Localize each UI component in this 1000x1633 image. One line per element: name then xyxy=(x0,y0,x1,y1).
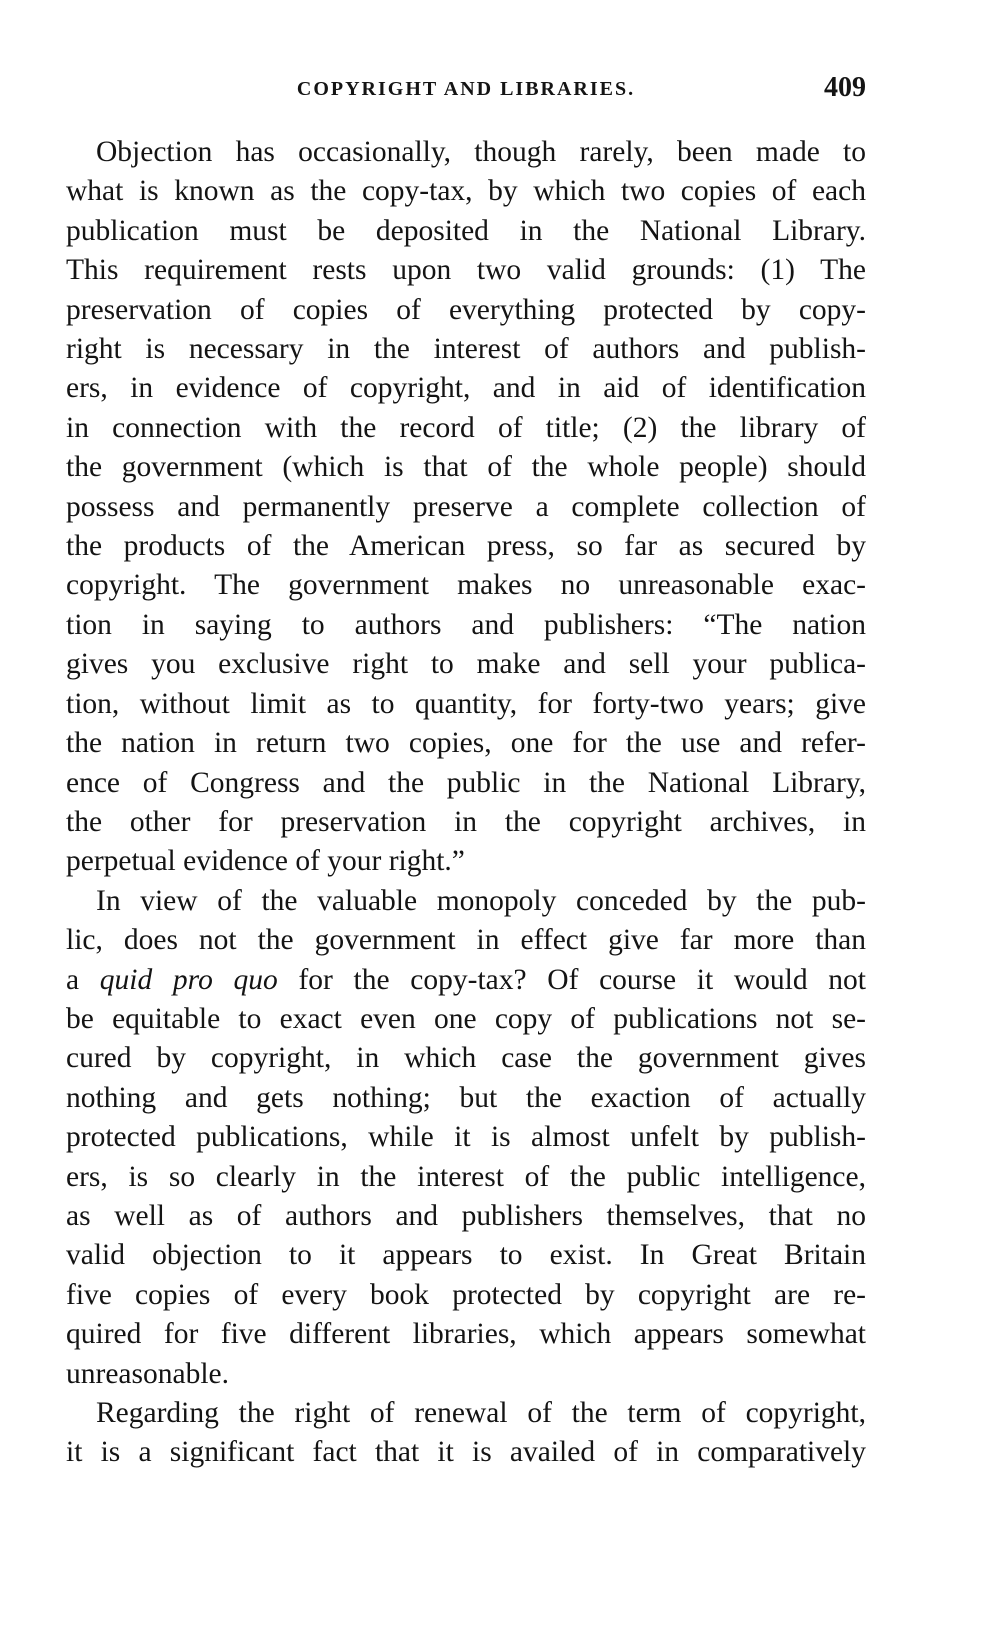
text-line: what is known as the copy-tax, by which two copies of each xyxy=(66,175,866,208)
text-line: Objection has occasionally, though rarely, been made to xyxy=(96,136,866,168)
running-title: COPYRIGHT AND LIBRARIES. xyxy=(296,78,636,100)
page-number: 409 xyxy=(824,72,866,103)
text-line: valid objection to it appears to exist. In Great Britain xyxy=(66,1239,866,1272)
text-line: possess and permanently preserve a complete collection of xyxy=(66,490,866,523)
text-line: five copies of every book protected by copyright are re- xyxy=(66,1278,866,1311)
text-line: as well as of authors and publishers themselves, that no xyxy=(66,1199,866,1232)
text-line: Regarding the right of renewal of the term of copyright, xyxy=(96,1397,866,1429)
text-fragment: for the copy-tax? Of course it would not xyxy=(277,963,866,996)
text-line: protected publications, while it is almost unfelt by publish- xyxy=(66,1121,866,1154)
text-line: the products of the American press, so far as secured by xyxy=(66,530,866,563)
italic-phrase: quid pro quo xyxy=(99,963,278,996)
running-head xyxy=(66,72,866,112)
body-text xyxy=(66,133,866,1473)
text-line: right is necessary in the interest of authors and publish- xyxy=(66,333,866,366)
text-line: nothing and gets nothing; but the exaction of actually xyxy=(66,1081,866,1114)
text-line: tion, without limit as to quantity, for forty-two years; give xyxy=(66,687,866,720)
text-line: ence of Congress and the public in the National Library, xyxy=(66,766,866,799)
text-line: publication must be deposited in the National Library. xyxy=(66,214,866,247)
text-fragment: a xyxy=(66,963,100,996)
text-line: gives you exclusive right to make and sell your publica- xyxy=(66,648,866,681)
text-line: copyright. The government makes no unreasonable exac- xyxy=(66,569,866,602)
text-line: in connection with the record of title; (2) the library of xyxy=(66,411,866,444)
text-line: the other for preservation in the copyright archives, in xyxy=(66,805,866,838)
paragraph-1 xyxy=(66,133,866,882)
text-line: unreasonable. xyxy=(66,1357,229,1390)
text-line: the government (which is that of the whole people) should xyxy=(66,451,866,484)
text-line: it is a significant fact that it is availed of in comparatively xyxy=(66,1436,866,1469)
text-line: tion in saying to authors and publishers: “The nation xyxy=(66,608,866,641)
text-line: ers, in evidence of copyright, and in aid of identification xyxy=(66,372,866,405)
paragraph-3 xyxy=(66,1394,866,1473)
text-line: cured by copyright, in which case the government gives xyxy=(66,1042,866,1075)
text-line: quired for five different libraries, which appears somewhat xyxy=(66,1318,866,1351)
text-line: ers, is so clearly in the interest of the public intelligence, xyxy=(66,1160,866,1193)
text-line: be equitable to exact even one copy of publications not se- xyxy=(66,1002,866,1035)
text-line: This requirement rests upon two valid grounds: (1) The xyxy=(66,254,866,287)
text-line-with-italic xyxy=(66,961,866,1000)
paragraph-2 xyxy=(66,882,866,1394)
text-line: In view of the valuable monopoly conceded by the pub- xyxy=(96,884,866,917)
text-line: perpetual evidence of your right.” xyxy=(66,845,465,878)
text-line: lic, does not the government in effect give far more than xyxy=(66,924,866,957)
text-line: preservation of copies of everything protected by copy- xyxy=(66,293,866,326)
text-line: the nation in return two copies, one for the use and refer- xyxy=(66,727,866,760)
